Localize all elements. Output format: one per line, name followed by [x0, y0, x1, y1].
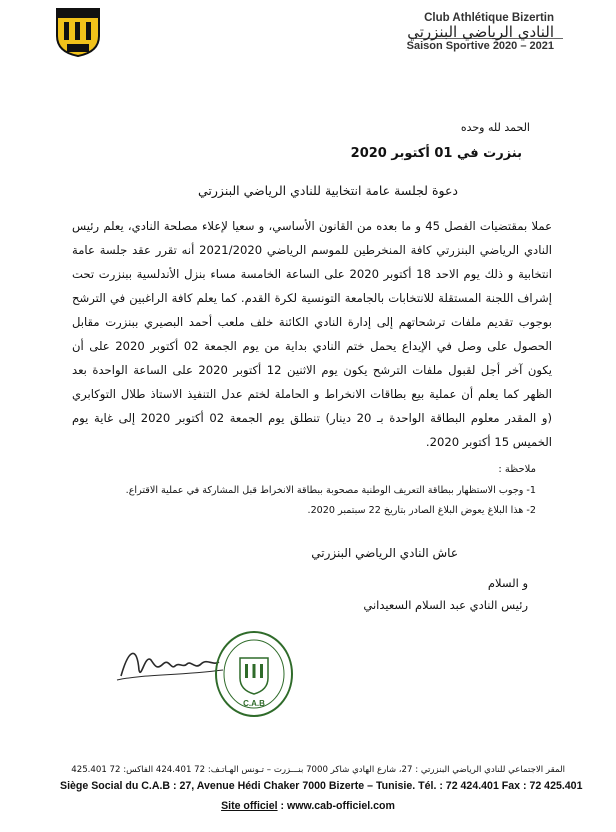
- club-name-ar: النادي الرياضي البنزرتي: [407, 23, 554, 41]
- body-line: الحصول على وصل في الإيداع يحمل ختم النادي بداية من يوم الجمعة 02 أكتوبر 2020 على أن: [72, 339, 552, 353]
- website-prefix: Site officiel: [221, 800, 278, 812]
- body-line: يكون آخر أجل لقبول ملفات الترشح يكون يوم الاثنين 12 أكتوبر 2020 على الساعة الواحدة بعد: [72, 363, 552, 377]
- club-name-fr: Club Athlétique Bizertin: [424, 12, 554, 24]
- body-line: عملا بمقتضيات الفصل 45 و ما بعده من القانون الأساسي، و سعيا لإعلاء مصلحة النادي، يعلم رئيس: [72, 219, 552, 233]
- website-url[interactable]: : www.cab-officiel.com: [277, 800, 395, 812]
- notes-label: ملاحظة :: [498, 464, 536, 475]
- club-stamp: [212, 628, 296, 720]
- body-line: (و المقدر معلوم البطاقة الواحدة بـ 20 دينار) تنطلق يوم الجمعة 02 أكتوبر 2020 إلى غاية يوم: [72, 411, 553, 425]
- letter-body: [72, 214, 552, 454]
- club-shield-logo-icon: [53, 6, 103, 58]
- closing-line: عاش النادي الرياضي البنزرتي: [311, 546, 458, 560]
- body-line: بوجوب تقديم ملفات ترشحاتهم إلى إدارة النادي الكائنة خلف ملعب أحمد البصيري ببنزرت مقابل: [72, 315, 552, 329]
- stamp-text: C.A.B: [243, 699, 265, 708]
- body-line: انتخابية و ذلك يوم الاحد 18 أكتوبر 2020 على الساعة الخامسة مساء بنزل الأندلسية ببنزرت تحت: [72, 267, 552, 281]
- note-item: 2- هذا البلاغ يعوض البلاغ الصادر بتاريخ 22 سبتمبر 2020.: [307, 505, 536, 516]
- president-name: رئيس النادي عبد السلام السعيداني: [363, 598, 528, 612]
- body-line: الظهر كما يعلم أن عملية بيع بطاقات الانخراط و الحاملة لختم عدل التنفيذ الاستاذ طلال التوكابري: [72, 387, 552, 401]
- footer-address-ar: المقر الاجتماعي للنادي الرياضي البنزرتي : 27، شارع الهادي شاكر 7000 بنـــزرت – تـونس الهـاتـف: 72 424.401 الفاكس: 72 425.401: [71, 765, 565, 775]
- club-logo: [53, 6, 103, 58]
- signature: [115, 640, 225, 688]
- letter-subject: دعوة لجلسة عامة انتخابية للنادي الرياضي البنزرتي: [198, 183, 458, 198]
- note-item: 1- وجوب الاستظهار ببطاقة التعريف الوطنية مصحوبة ببطاقة الانخراط قبل المشاركة في عملية الاقتراع.: [125, 485, 536, 496]
- basmala: الحمد لله وحده: [460, 121, 530, 134]
- place-date: بنزرت في 01 أكتوبر 2020: [350, 146, 522, 161]
- footer-website: [0, 800, 616, 812]
- season-label: Saison Sportive 2020 – 2021: [406, 40, 554, 52]
- club-stamp-icon: [212, 628, 296, 720]
- body-line: إشراف اللجنة المستقلة للانتخابات بالجامعة التونسية لكرة القدم. كما يعلم كافة الراغبين في الترشح: [72, 291, 552, 305]
- body-line: الخميس 15 أكتوبر 2020.: [425, 435, 552, 449]
- handwritten-signature-icon: [115, 640, 225, 688]
- salutation: و السلام: [487, 576, 528, 590]
- body-line: النادي الرياضي البنزرتي كافة المنخرطين للموسم الرياضي 2021/2020 أنه تقرر عقد جلسة عامة: [72, 243, 552, 257]
- footer-address-fr: Siège Social du C.A.B : 27, Avenue Hédi Chaker 7000 Bizerte – Tunisie. Tél. : 72 424.401 Fax : 72 425.401: [60, 780, 583, 792]
